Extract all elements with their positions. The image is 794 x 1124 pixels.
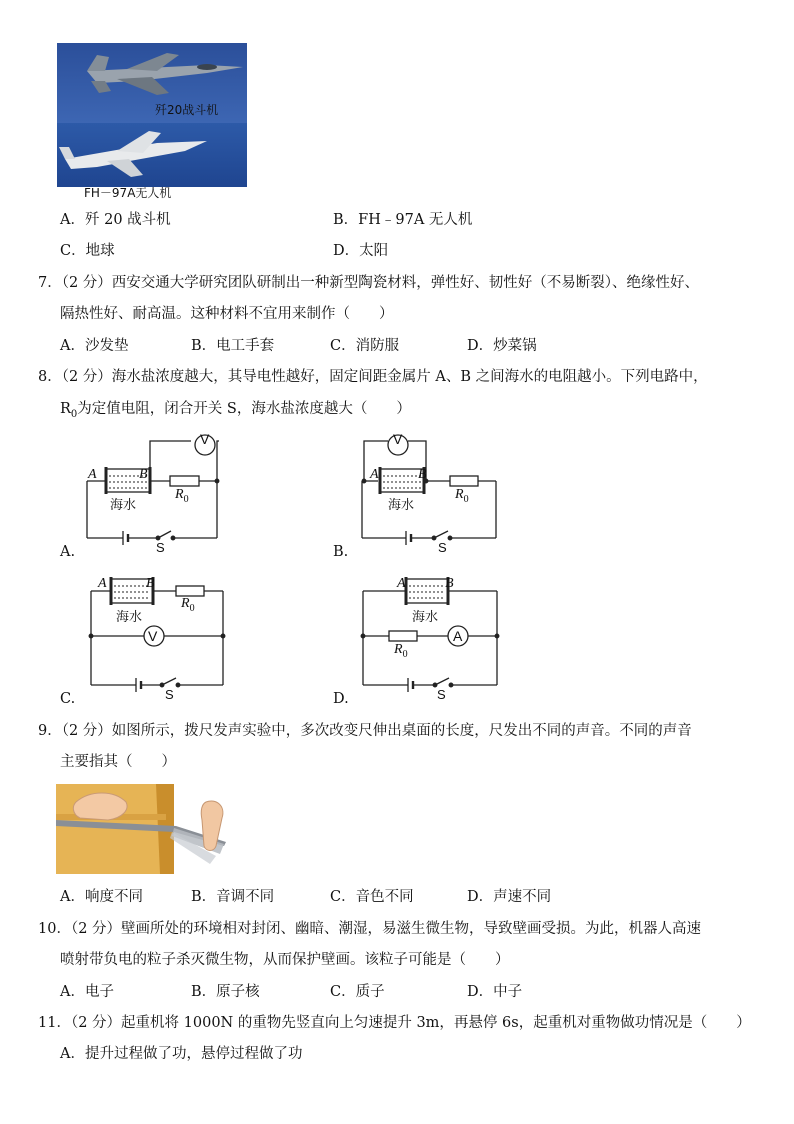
q6-option-d [333, 241, 388, 261]
option-text: 炒菜锅 [493, 338, 537, 354]
option-text: 质子 [355, 984, 385, 1000]
plate-b-label: B [445, 576, 454, 591]
circuit-d [334, 573, 514, 702]
q9-option-c [330, 887, 414, 907]
switch-label: S [438, 540, 447, 555]
option-text: 沙发垫 [84, 338, 129, 354]
q6-option-c [60, 241, 115, 261]
option-text: 原子核 [216, 984, 260, 1000]
option-text: 电子 [84, 984, 114, 1000]
option-text: 歼 20 战斗机 [84, 212, 171, 228]
option-letter: A． [60, 984, 85, 1000]
sea-water-label: 海水 [116, 610, 143, 625]
option-letter: C． [330, 984, 356, 1000]
ruler-experiment-image [56, 784, 232, 874]
option-letter: A． [60, 1046, 85, 1062]
option-text: 中子 [493, 984, 523, 1000]
plate-a-label: A [88, 467, 97, 482]
option-letter: B． [191, 984, 217, 1000]
option-text: FH﹣97A 无人机 [358, 212, 473, 228]
q7-stem-line2: 隔热性好、耐高温。这种材料不宜用来制作（ ） [60, 306, 394, 322]
option-text: 消防服 [355, 338, 400, 354]
option-text: 电工手套 [216, 338, 275, 354]
q10-stem-line1: 10．（2 分）壁画所处的环境相对封闭、幽暗、潮湿，易滋生微生物，导致壁画受损。为此，机器人高速 [38, 921, 702, 937]
q6-option-b [333, 210, 472, 230]
r0-symbol: R [60, 401, 71, 417]
switch-label: S [165, 687, 174, 702]
option-letter: A． [60, 338, 85, 354]
q9-stem-line2: 主要指其（ ） [60, 754, 176, 770]
circuit-c [60, 573, 240, 702]
option-letter: D． [467, 889, 494, 905]
option-letter: D． [333, 243, 360, 259]
circuit-b-letter: B. [333, 544, 349, 560]
voltmeter-label: V [393, 431, 403, 447]
switch-label: S [156, 540, 165, 555]
plate-a-label: A [397, 576, 406, 591]
q9-option-b [191, 887, 274, 907]
q10-option-b [191, 982, 260, 1002]
switch-label: S [437, 687, 446, 702]
circuit-a [60, 432, 230, 556]
q7-option-b [191, 336, 274, 356]
q10-stem-line2: 喷射带负电的粒子杀灭微生物，从而保护壁画。该粒子可能是（ ） [60, 952, 510, 968]
option-letter: C． [330, 338, 356, 354]
q7-stem-line1: 7．（2 分）西安交通大学研究团队研制出一种新型陶瓷材料，弹性好、韧性好（不易断裂）、绝缘性好、 [38, 275, 700, 291]
circuit-a-letter: A. [60, 544, 76, 560]
q11-option-a [60, 1044, 302, 1064]
plate-a-label: A [98, 576, 107, 591]
option-text: 音调不同 [216, 889, 275, 905]
plate-b-label: B [139, 467, 148, 482]
voltmeter-label: V [200, 431, 210, 447]
option-text: 提升过程做了功，悬停过程做了功 [84, 1046, 303, 1062]
fighter-label: 歼20战斗机 [155, 103, 219, 117]
sea-water-label: 海水 [110, 498, 137, 513]
option-text: 音色不同 [355, 889, 414, 905]
option-letter: C． [330, 889, 356, 905]
q10-option-c [330, 982, 385, 1002]
resistor-label: $R_0$ [175, 487, 189, 505]
option-letter: D． [467, 984, 494, 1000]
q10-option-d [467, 982, 522, 1002]
option-letter: D． [467, 338, 494, 354]
q6-option-a [60, 210, 171, 230]
q9-stem-line1: 9．（2 分）如图所示，拨尺发声实验中，多次改变尺伸出桌面的长度，尺发出不同的声音。不同的声音 [38, 723, 692, 739]
ammeter-label: A [453, 628, 463, 644]
drone-label: FH－97A无人机 [84, 186, 172, 200]
q7-option-a [60, 336, 128, 356]
plate-a-label: A [370, 467, 379, 482]
q9-option-d [467, 887, 551, 907]
option-text: 声速不同 [493, 889, 552, 905]
option-letter: B． [191, 338, 217, 354]
r0-subscript: 0 [70, 408, 78, 420]
circuit-b [334, 432, 504, 556]
q7-option-c [330, 336, 399, 356]
q8-stem-line1: 8．（2 分）海水盐浓度越大，其导电性越好，固定间距金属片 A、B 之间海水的电阻越小。下列电路中， [38, 369, 708, 385]
voltmeter-label: V [148, 628, 158, 644]
option-text: 地球 [85, 243, 115, 259]
plate-b-label: B [146, 576, 155, 591]
sea-water-label: 海水 [412, 610, 439, 625]
q8-stem-line2 [60, 399, 411, 425]
resistor-label: $R_0$ [394, 642, 408, 660]
option-text: 响度不同 [84, 889, 143, 905]
sea-water-label: 海水 [388, 498, 415, 513]
option-letter: C． [60, 243, 86, 259]
q7-option-d [467, 336, 537, 356]
aircraft-illustration [57, 43, 247, 187]
q8-stem-rest: 为定值电阻，闭合开关 S，海水盐浓度越大（ ） [77, 401, 411, 417]
circuit-c-letter: C. [60, 691, 76, 707]
resistor-label: $R_0$ [455, 487, 469, 505]
option-letter: A． [60, 212, 85, 228]
q9-option-a [60, 887, 143, 907]
option-letter: B． [333, 212, 359, 228]
q10-option-a [60, 982, 114, 1002]
option-text: 太阳 [359, 243, 389, 259]
q11-stem-line1: 11．（2 分）起重机将 1000N 的重物先竖直向上匀速提升 3m，再悬停 6s，起重机对重物做功情况是（ ） [38, 1015, 751, 1031]
option-letter: B． [191, 889, 217, 905]
plate-b-label: B [418, 467, 427, 482]
aircraft-image [57, 43, 247, 200]
option-letter: A． [60, 889, 85, 905]
resistor-label: $R_0$ [181, 596, 195, 614]
circuit-d-letter: D. [333, 691, 349, 707]
